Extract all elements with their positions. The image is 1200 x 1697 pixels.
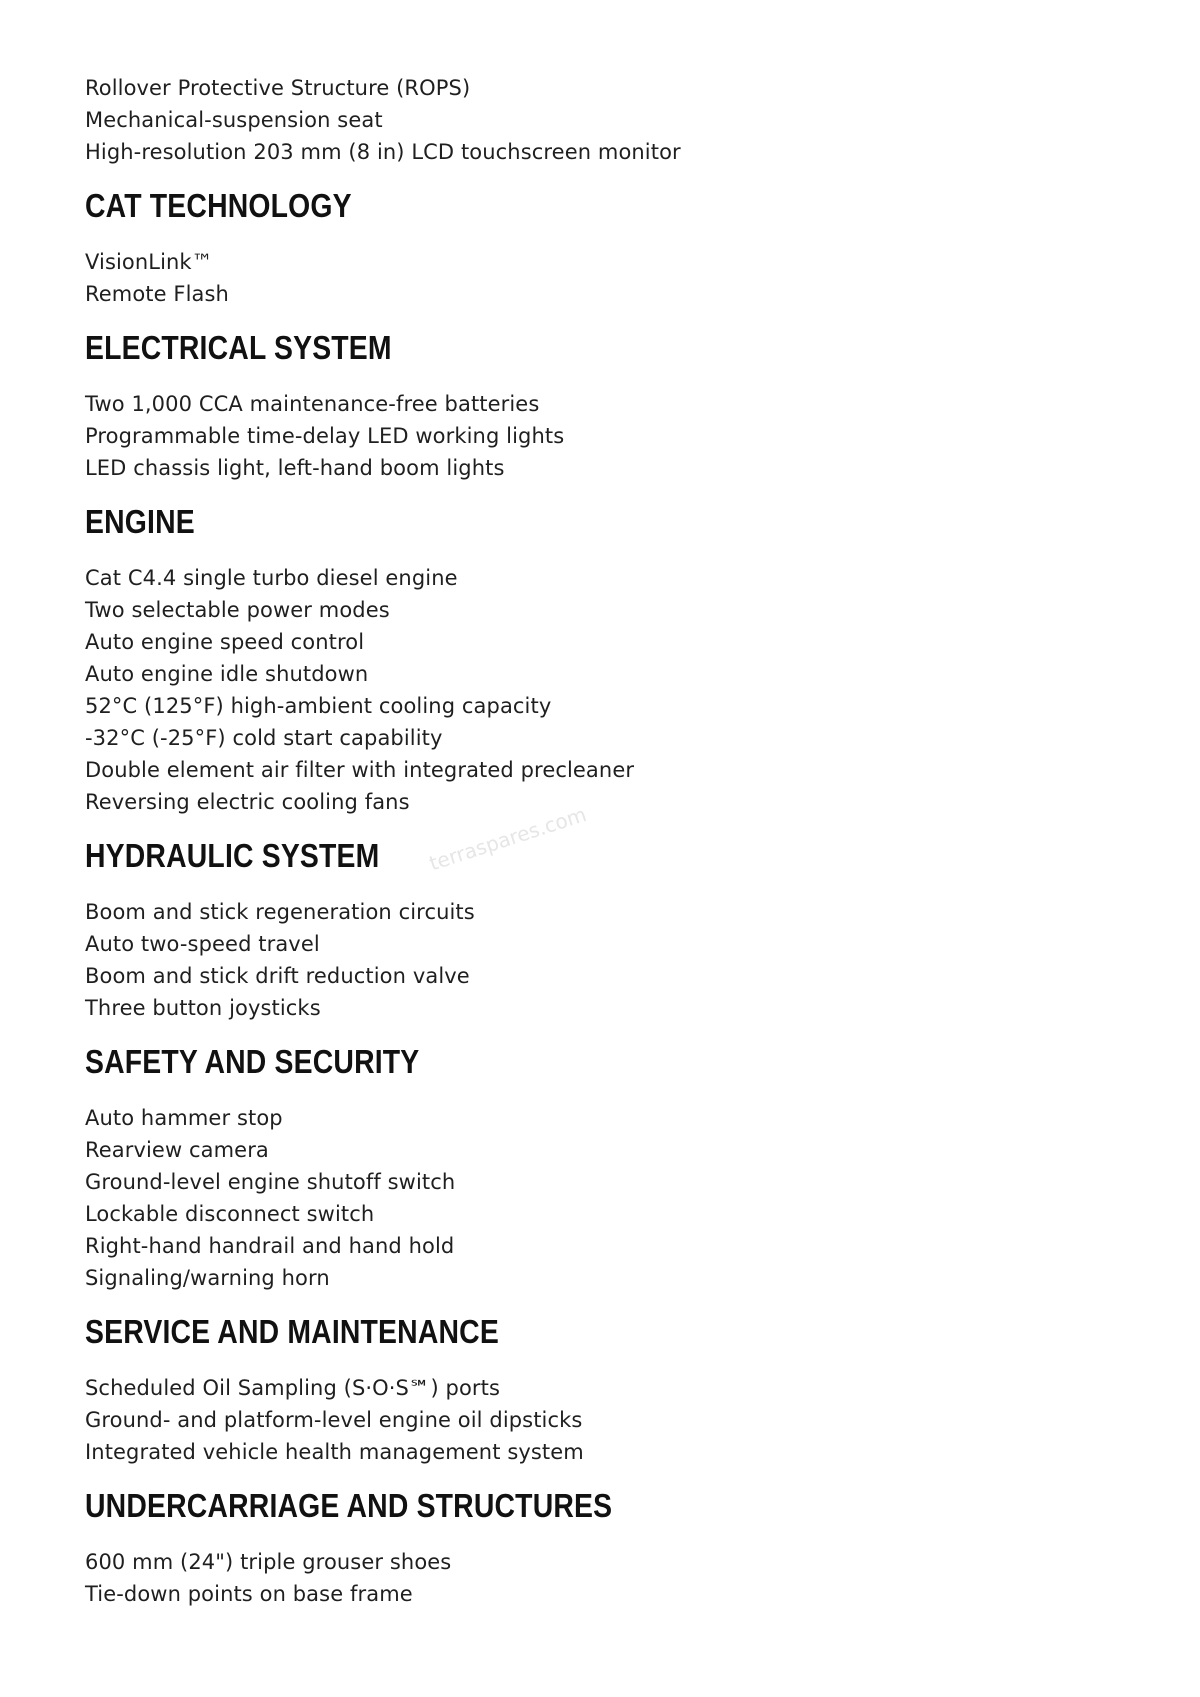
section-hydraulic-system <box>85 836 1115 1024</box>
list-item: Tie-down points on base frame <box>85 1582 413 1606</box>
list-item: Two 1,000 CCA maintenance-free batteries <box>85 392 540 416</box>
section-engine <box>85 502 1115 818</box>
section-cat-technology <box>85 186 1115 310</box>
list-item: Auto hammer stop <box>85 1106 283 1130</box>
list-item: Right-hand handrail and hand hold <box>85 1234 455 1258</box>
list-item: Mechanical-suspension seat <box>85 108 383 132</box>
list-item: Auto engine speed control <box>85 630 365 654</box>
feature-list <box>85 562 1115 818</box>
list-item: Ground-level engine shutoff switch <box>85 1170 456 1194</box>
list-item: 52°C (125°F) high-ambient cooling capacity <box>85 694 552 718</box>
list-item: Programmable time-delay LED working lights <box>85 424 565 448</box>
section-undercarriage-and-structures <box>85 1486 1115 1610</box>
section-heading: HYDRAULIC SYSTEM <box>85 837 380 874</box>
list-item: Two selectable power modes <box>85 598 390 622</box>
list-item: Ground- and platform-level engine oil dipsticks <box>85 1408 583 1432</box>
intro-feature-list <box>85 72 1115 168</box>
feature-list <box>85 1102 1115 1294</box>
list-item: Reversing electric cooling fans <box>85 790 410 814</box>
list-item: Remote Flash <box>85 282 229 306</box>
section-heading: UNDERCARRIAGE AND STRUCTURES <box>85 1487 613 1524</box>
section-safety-and-security <box>85 1042 1115 1294</box>
feature-list <box>85 1372 1115 1468</box>
list-item: Lockable disconnect switch <box>85 1202 375 1226</box>
feature-list <box>85 388 1115 484</box>
section-heading: CAT TECHNOLOGY <box>85 187 352 224</box>
feature-list <box>85 1546 1115 1610</box>
list-item: -32°C (-25°F) cold start capability <box>85 726 443 750</box>
section-heading: SAFETY AND SECURITY <box>85 1043 420 1080</box>
list-item: Scheduled Oil Sampling (S·O·S℠) ports <box>85 1376 501 1400</box>
list-item: High-resolution 203 mm (8 in) LCD touchscreen monitor <box>85 140 681 164</box>
list-item: Rearview camera <box>85 1138 269 1162</box>
list-item: Boom and stick drift reduction valve <box>85 964 470 988</box>
list-item: Cat C4.4 single turbo diesel engine <box>85 566 458 590</box>
section-heading: SERVICE AND MAINTENANCE <box>85 1313 499 1350</box>
list-item: LED chassis light, left-hand boom lights <box>85 456 505 480</box>
list-item: Boom and stick regeneration circuits <box>85 900 475 924</box>
feature-list <box>85 896 1115 1024</box>
watermark: terraspares.com <box>426 802 590 876</box>
list-item: Auto two-speed travel <box>85 932 320 956</box>
section-service-and-maintenance <box>85 1312 1115 1468</box>
list-item: Signaling/warning horn <box>85 1266 330 1290</box>
list-item: Auto engine idle shutdown <box>85 662 369 686</box>
section-electrical-system <box>85 328 1115 484</box>
list-item: Double element air filter with integrated precleaner <box>85 758 635 782</box>
section-heading: ELECTRICAL SYSTEM <box>85 329 392 366</box>
section-heading: ENGINE <box>85 503 195 540</box>
feature-list <box>85 246 1115 310</box>
list-item: Integrated vehicle health management system <box>85 1440 584 1464</box>
list-item: Three button joysticks <box>85 996 321 1020</box>
list-item: Rollover Protective Structure (ROPS) <box>85 76 471 100</box>
spec-document <box>85 72 1115 1610</box>
list-item: VisionLink™ <box>85 250 213 274</box>
list-item: 600 mm (24") triple grouser shoes <box>85 1550 452 1574</box>
